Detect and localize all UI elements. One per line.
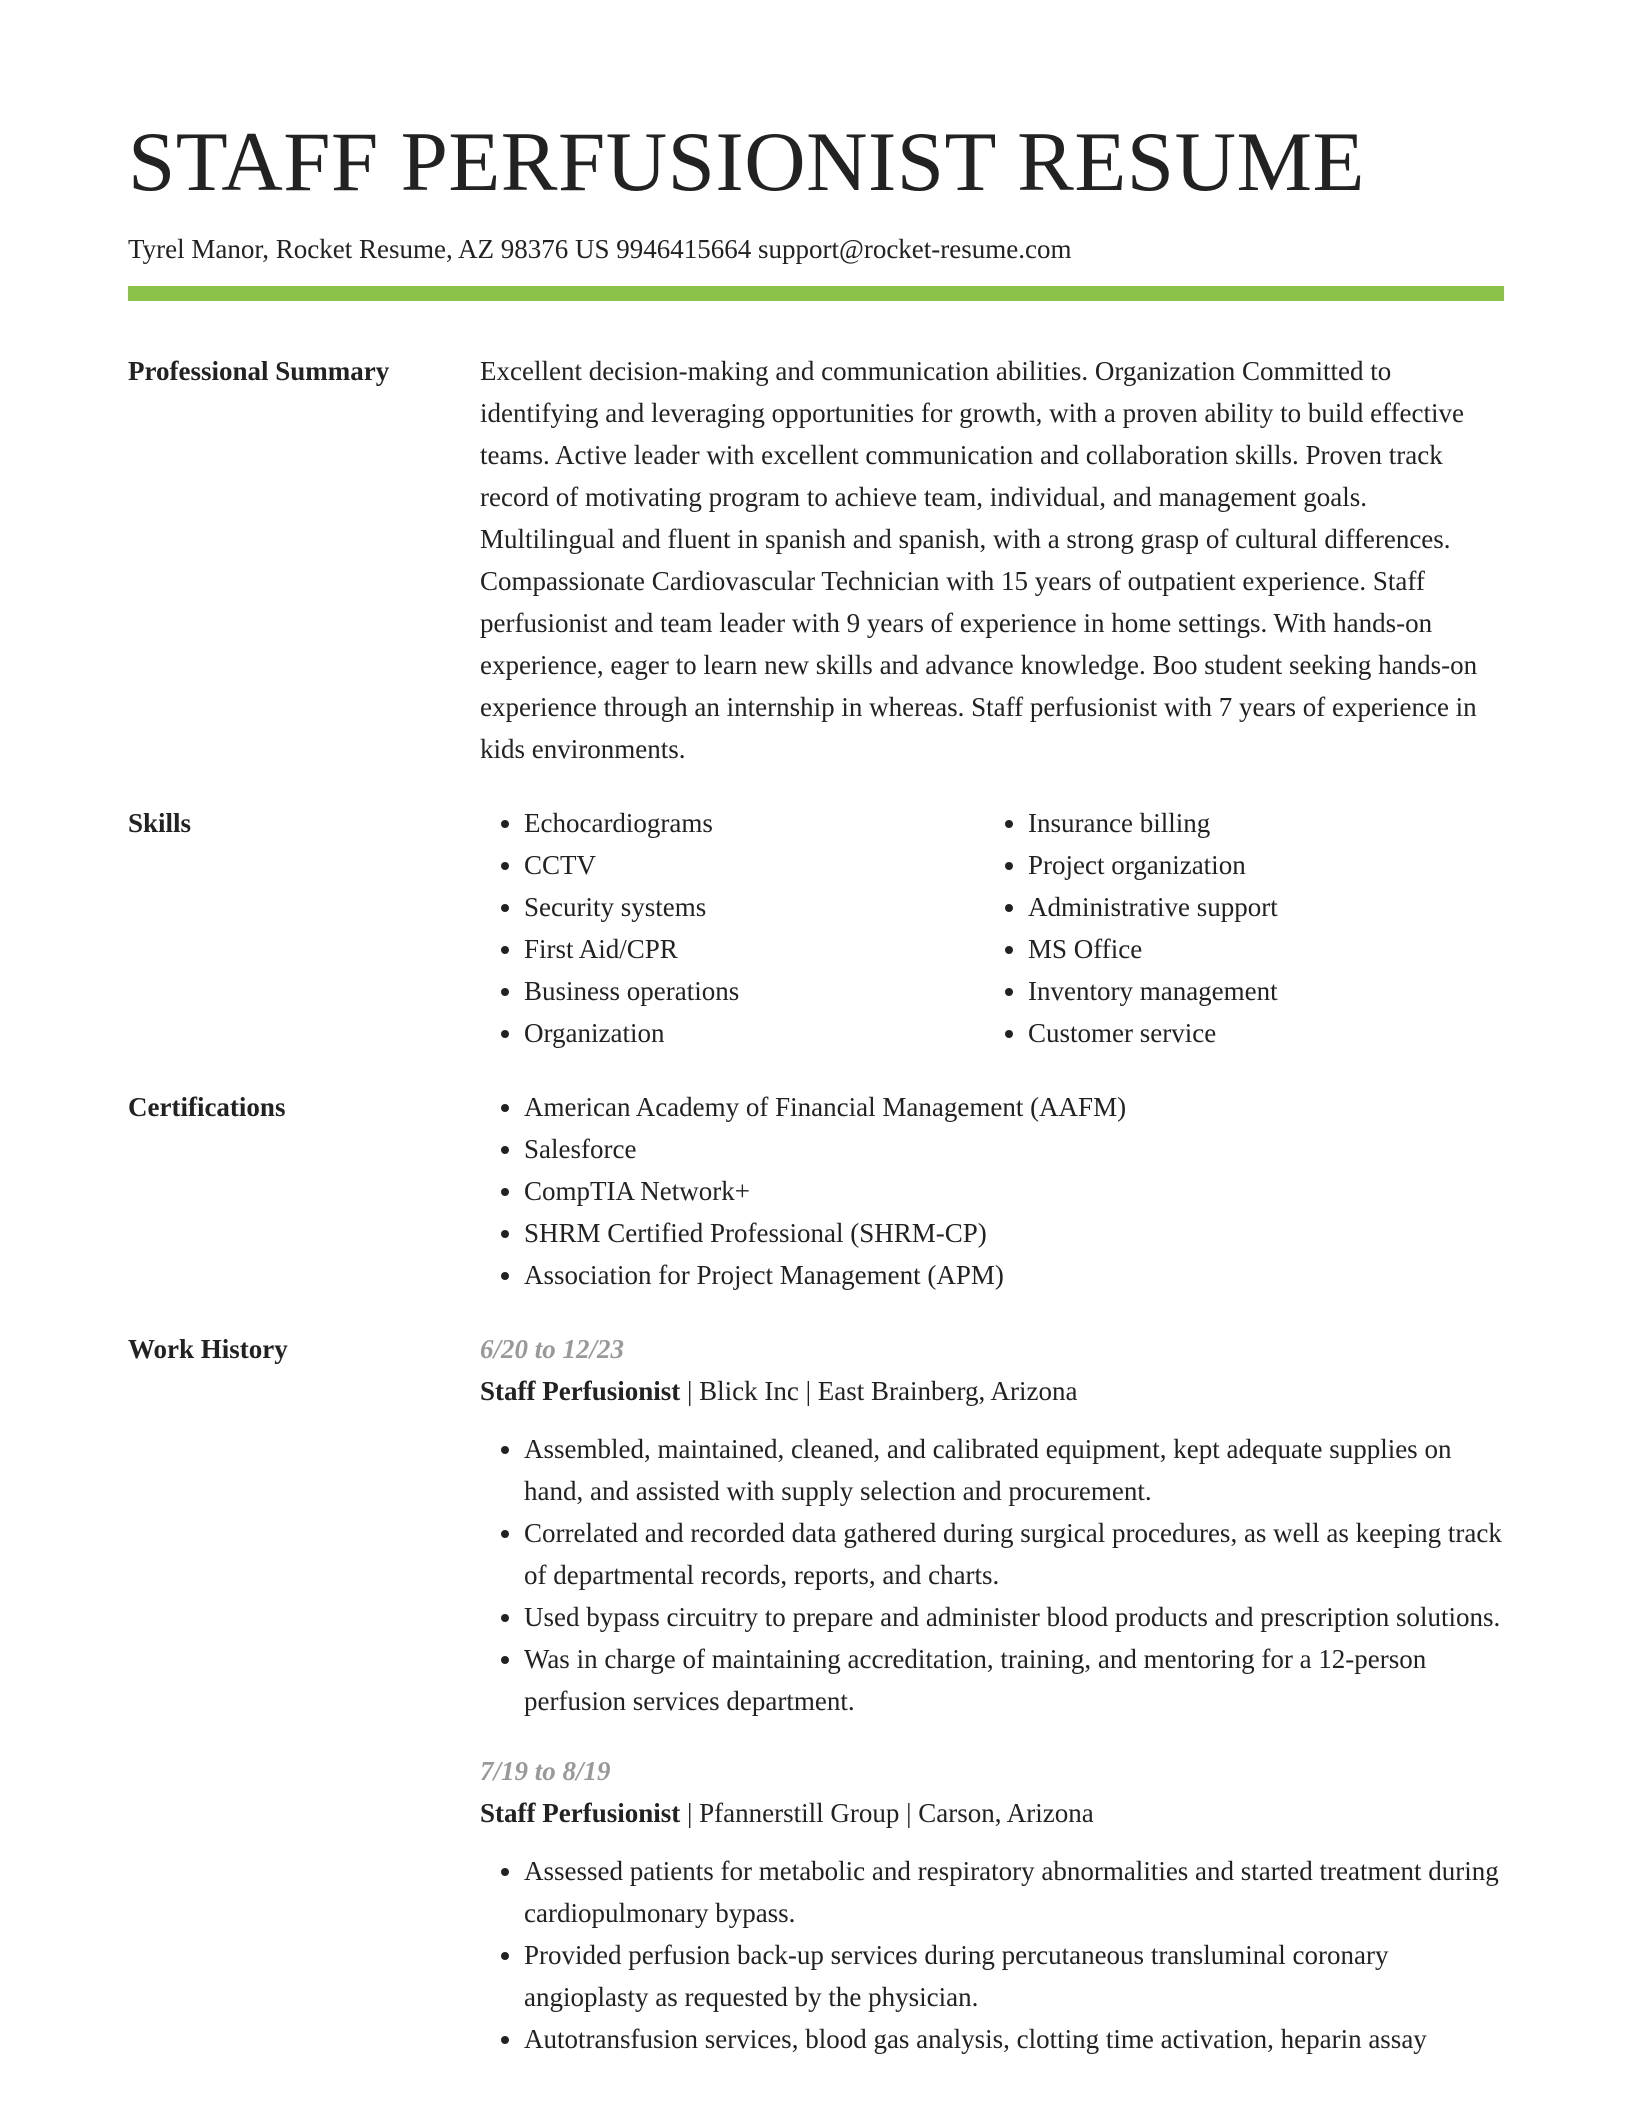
contact-line: Tyrel Manor, Rocket Resume, AZ 98376 US 9946415664 support@rocket-resume.com <box>128 234 1072 264</box>
job-dates: 7/19 to 8/19 <box>480 1756 611 1786</box>
job-employer-location: | Pfannerstill Group | Carson, Arizona <box>680 1798 1094 1828</box>
job-bullet: • Assessed patients for metabolic and respiratory abnormalities and started treatment during cardiopulmonary bypass. <box>524 1850 1504 1934</box>
job-bullets <box>480 1428 1504 1722</box>
skills-list-right <box>984 802 1548 1054</box>
skill-item: • Echocardiograms <box>524 802 984 844</box>
certification-item: • CompTIA Network+ <box>524 1170 1504 1212</box>
section-heading: Professional Summary <box>128 356 390 386</box>
skill-item: • Business operations <box>524 970 984 1012</box>
section-skills <box>128 802 1504 1054</box>
certification-item: • Association for Project Management (APM) <box>524 1254 1504 1296</box>
section-heading: Certifications <box>128 1092 286 1122</box>
job-dates: 6/20 to 12/23 <box>480 1334 625 1364</box>
skill-item: • CCTV <box>524 844 984 886</box>
certifications-list <box>480 1086 1504 1296</box>
section-body <box>480 1086 1504 1296</box>
job-bullet: • Autotransfusion services, blood gas analysis, clotting time activation, heparin assay <box>524 2018 1504 2060</box>
skill-item: • Administrative support <box>1028 886 1548 928</box>
skill-item: • MS Office <box>1028 928 1548 970</box>
section-professional-summary <box>128 350 1504 770</box>
job-entry <box>480 1750 1504 2060</box>
section-heading: Work History <box>128 1334 288 1364</box>
job-bullet: • Correlated and recorded data gathered during surgical procedures, as well as keeping track of departmental records, reports, and charts. <box>524 1512 1504 1596</box>
certification-item: • Salesforce <box>524 1128 1504 1170</box>
certification-item: • American Academy of Financial Management (AAFM) <box>524 1086 1504 1128</box>
resume-sections <box>128 350 1504 2120</box>
skill-item: • Organization <box>524 1012 984 1054</box>
skill-item: • First Aid/CPR <box>524 928 984 970</box>
skill-item: • Project organization <box>1028 844 1548 886</box>
job-bullet: • Was in charge of maintaining accreditation, training, and mentoring for a 12-person perfusion services department. <box>524 1638 1504 1722</box>
section-heading: Skills <box>128 808 192 838</box>
accent-divider <box>128 286 1504 301</box>
job-bullets <box>480 1850 1504 2060</box>
section-body <box>480 1328 1504 2088</box>
skill-item: • Customer service <box>1028 1012 1548 1054</box>
skill-item: • Security systems <box>524 886 984 928</box>
page-title: STAFF PERFUSIONIST RESUME <box>128 115 1365 209</box>
job-bullet: • Provided perfusion back-up services during percutaneous transluminal coronary angioplasty as requested by the physician. <box>524 1934 1504 2018</box>
summary-text: Excellent decision-making and communication abilities. Organization Committed to identifying and leveraging opportunities for growth, with a proven ability to build effective teams. Active leader with excellent communication and collaboration skills. Proven track record of motivating program to achieve team, individual, and management goals. Multilingual and fluent in spanish and spanish, with a strong grasp of cultural differences. Compassionate Cardiovascular Technician with 15 years of outpatient experience. Staff perfusionist and team leader with 9 years of experience in home settings. With hands-on experience, eager to learn new skills and advance knowledge. Boo student seeking hands-on experience through an internship in whereas. Staff perfusionist with 7 years of experience in kids environments. <box>480 356 1478 764</box>
skills-list-left <box>480 802 984 1054</box>
job-bullet: • Used bypass circuitry to prepare and administer blood products and prescription solutions. <box>524 1596 1504 1638</box>
skill-item: • Insurance billing <box>1028 802 1548 844</box>
certification-item: • SHRM Certified Professional (SHRM-CP) <box>524 1212 1504 1254</box>
skill-item: • Inventory management <box>1028 970 1548 1012</box>
job-bullet: • Assembled, maintained, cleaned, and calibrated equipment, kept adequate supplies on hand, and assisted with supply selection and procurement. <box>524 1428 1504 1512</box>
section-certifications <box>128 1086 1504 1296</box>
section-work-history <box>128 1328 1504 2088</box>
section-body <box>480 350 1504 770</box>
job-title: Staff Perfusionist <box>480 1798 681 1828</box>
job-entry <box>480 1328 1504 1722</box>
job-heading <box>480 1370 1504 1412</box>
job-heading <box>480 1792 1504 1834</box>
skills-columns <box>480 802 1504 1054</box>
job-title: Staff Perfusionist <box>480 1376 681 1406</box>
job-employer-location: | Blick Inc | East Brainberg, Arizona <box>680 1376 1078 1406</box>
